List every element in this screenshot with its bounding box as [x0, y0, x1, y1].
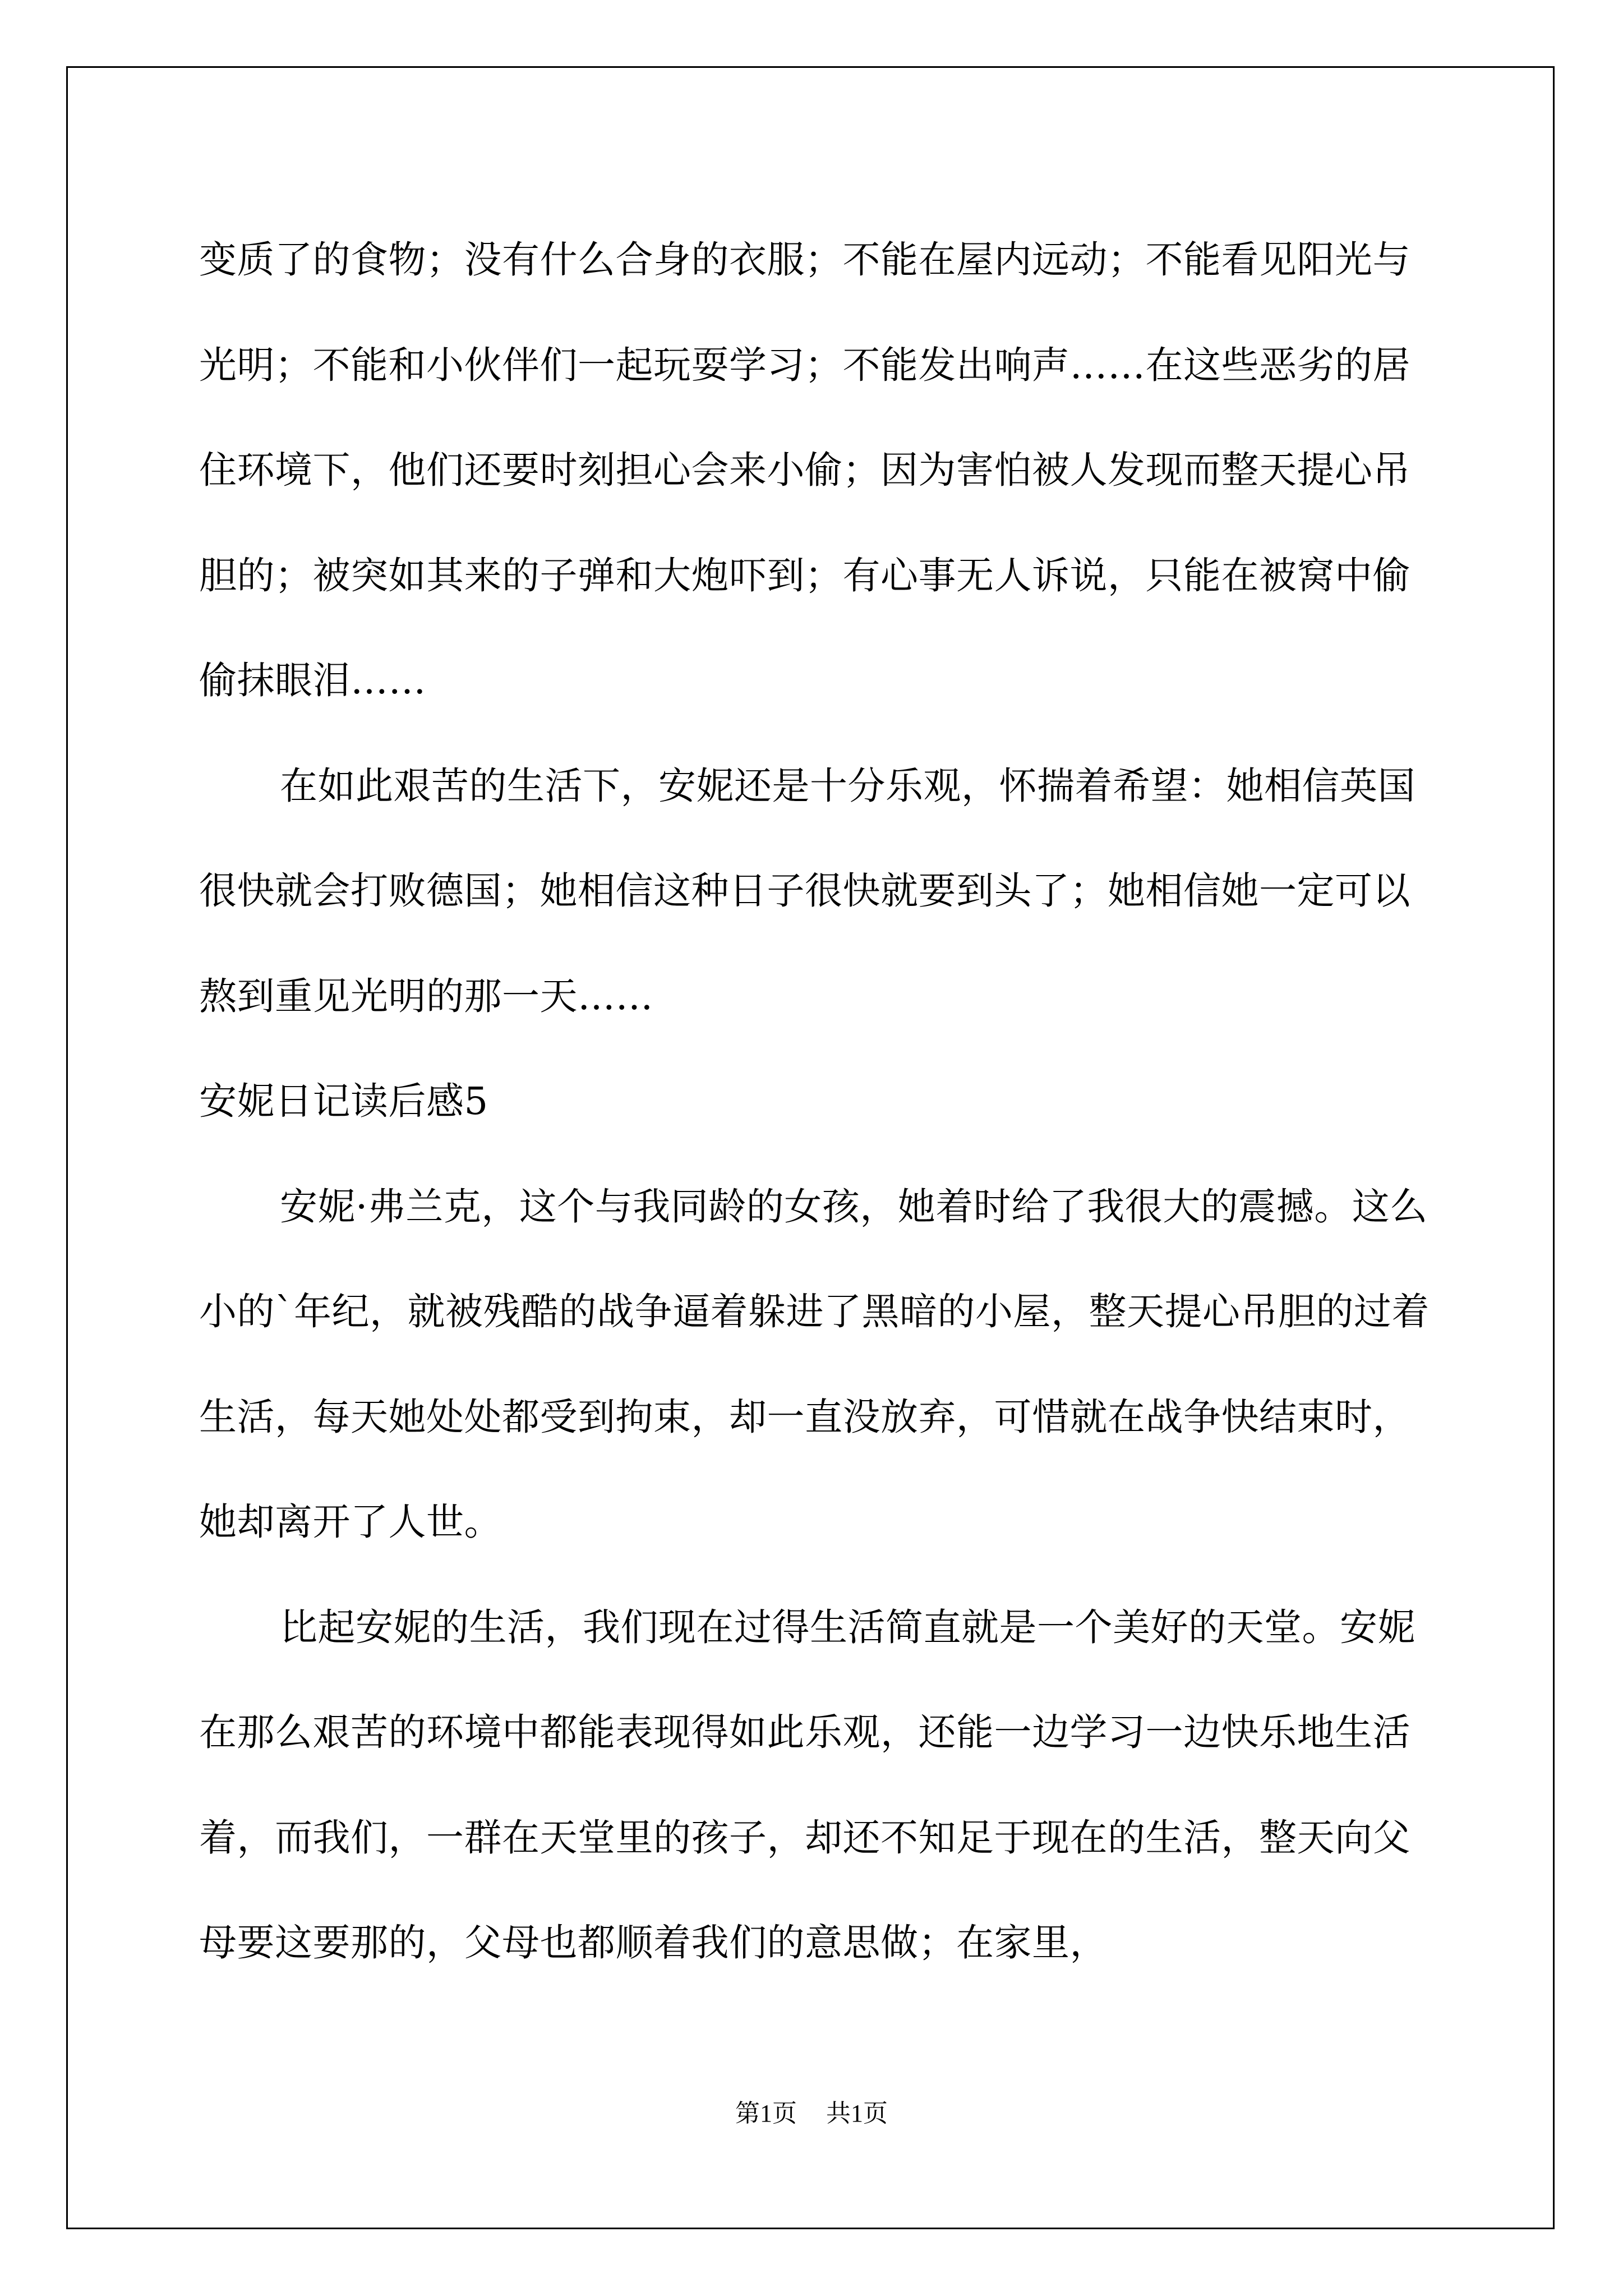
- page-number: 第1页: [735, 2100, 797, 2127]
- paragraph-3: 安妮·弗兰克，这个与我同龄的女孩，她着时给了我很大的震撼。这么小的`年纪，就被残酷的战争逼着躲进了黑暗的小屋，整天提心吊胆的过着生活，每天她处处都受到拘束，却一直没放弃，可惜就在战争快结束时，她却离开了人世。: [199, 1184, 1430, 1544]
- total-pages: 共1页: [826, 2100, 888, 2127]
- paragraph-2: 在如此艰苦的生活下，安妮还是十分乐观，怀揣着希望：她相信英国很快就会打败德国；她相信这种日子很快就要到头了；她相信她一定可以熬到重见光明的那一天……: [199, 763, 1415, 1018]
- page-footer: [0, 2097, 1623, 2131]
- paragraph-4: 比起安妮的生活，我们现在过得生活简直就是一个美好的天堂。安妮在那么艰苦的环境中都能表现得如此乐观，还能一边学习一边快乐地生活着，而我们，一群在天堂里的孩子，却还不知足于现在的生活，整天向父母要这要那的，父母也都顺着我们的意思做；在家里，: [199, 1605, 1415, 1964]
- section-heading: 安妮日记读后感5: [199, 1079, 488, 1123]
- document-body: [199, 208, 1433, 1996]
- paragraph-1: 变质了的食物；没有什么合身的衣服；不能在屋内远动；不能看见阳光与光明；不能和小伙伴们一起玩耍学习；不能发出响声……在这些恶劣的居住环境下，他们还要时刻担心会来小偷；因为害怕被人发现而整天提心吊胆的；被突如其来的子弹和大炮吓到；有心事无人诉说，只能在被窝中偷偷抹眼泪……: [199, 238, 1410, 702]
